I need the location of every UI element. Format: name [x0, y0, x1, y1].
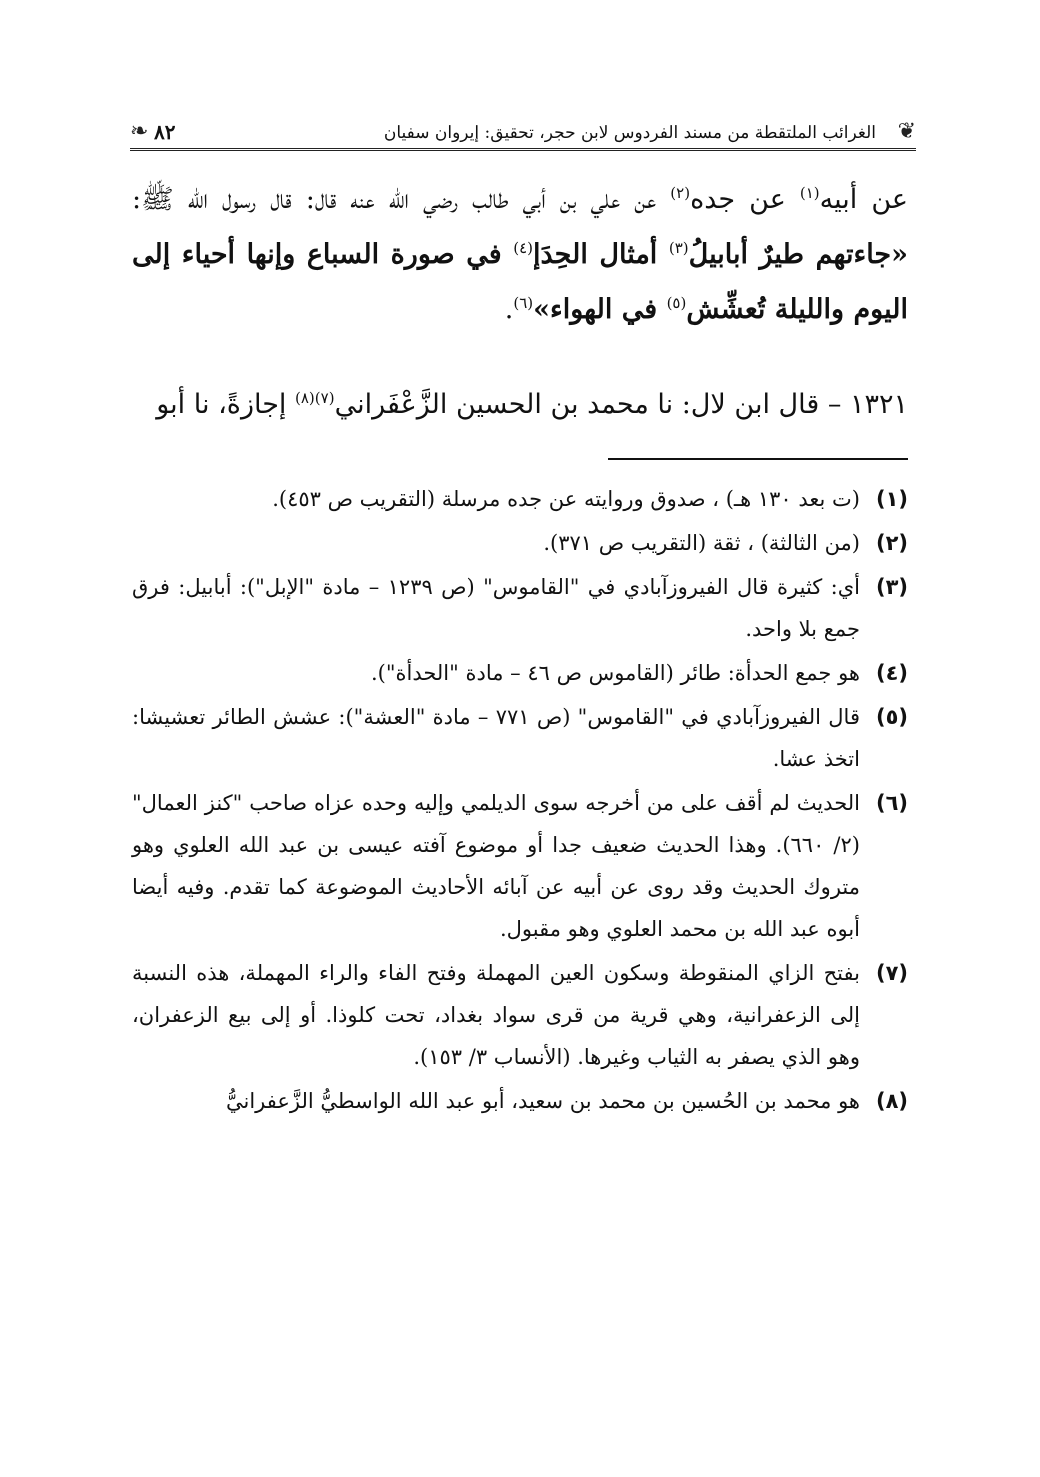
hadith-text: في الهواء»: [533, 294, 667, 325]
page-number: ٨٢: [154, 120, 176, 144]
text-run: عن جده: [690, 184, 800, 215]
footnote-number: (٤): [875, 661, 908, 685]
text-run: عن علي بن أبي طالب رضي الله عنه قال: قال رسول الله ﷺ:: [132, 184, 671, 215]
footnote: [132, 566, 908, 650]
text-run: عن أبيه: [819, 184, 908, 215]
footnotes: [132, 478, 908, 1124]
hadith-text: «جاءتهم طيرٌ أبابيلُ: [688, 239, 908, 270]
footnote-separator: [608, 458, 908, 460]
footnote: [132, 478, 908, 520]
footnote-number: (١): [875, 487, 908, 511]
running-title: الغرائب الملتقطة من مسند الفردوس لابن حجر، تحقيق: إيروان سفيان: [383, 123, 876, 143]
header-ornament-left-icon: ❧: [130, 119, 149, 144]
entry-1321: [132, 382, 908, 428]
footnote: [132, 696, 908, 780]
footnote-text: قال الفيروزآبادي في "القاموس" (ص ٧٧١ – مادة "العشة"): عشش الطائر تعشيشا: اتخذ عشا.: [132, 705, 860, 771]
footnote-text: هو محمد بن الحُسين بن محمد بن سعيد، أبو عبد الله الواسطيُّ الزَّعفرانيُّ: [225, 1089, 860, 1113]
hadith-text: أمثال الحِدَإ: [532, 239, 669, 270]
footnote-ref: (٧): [314, 389, 335, 407]
footnote-text: (من الثالثة) ، ثقة (التقريب ص ٣٧١).: [543, 531, 860, 555]
footnote: [132, 522, 908, 564]
running-header: [130, 118, 916, 148]
header-ornament-right-icon: ❦: [897, 119, 916, 144]
main-text: [132, 172, 908, 337]
footnote-number: (٨): [875, 1089, 908, 1113]
text-run: ١٣٢١ – قال ابن لال: نا محمد بن الحسين الزَّعْفَراني: [334, 389, 908, 420]
footnote-number: (٥): [875, 705, 908, 729]
footnote: [132, 1080, 908, 1122]
footnote-ref: (١): [799, 184, 820, 202]
hadith-text: في صورة السباع وإنها أحياء إلى اليوم والليلة تُعشِّش: [132, 239, 908, 325]
footnote-text: أي: كثيرة قال الفيروزآبادي في "القاموس" (ص ١٢٣٩ – مادة "الإبل"): أبابيل: فرق جمع بلا واحد.: [132, 575, 860, 641]
footnote-number: (٧): [875, 961, 908, 985]
footnote-ref: (٦): [513, 294, 534, 312]
text-run: إجازةً، نا أبو: [156, 389, 295, 420]
footnote-number: (٣): [875, 575, 908, 599]
text-run: .: [504, 294, 514, 325]
footnote-number: (٢): [875, 531, 908, 555]
footnote-text: الحديث لم أقف على من أخرجه سوى الديلمي وإليه وحده عزاه صاحب "كنز العمال" (٢/ ٦٦٠). وهذا الحديث ضعيف جدا أو موضوع آفته عيسى بن عبد الله العلوي وهو متروك الحديث وقد روى عن أبيه عن آبائه الأحاديث الموضوعة كما تقدم. وفيه أيضا أبوه عبد الله بن محمد العلوي وهو مقبول.: [132, 791, 860, 941]
footnote-ref: (٤): [513, 239, 533, 257]
footnote-text: بفتح الزاي المنقوطة وسكون العين المهملة وفتح الفاء والراء المهملة، هذه النسبة إلى الزعفرانية، وهي قرية من قرى سواد بغداد، تحت كلوذا. أو إلى بيع الزعفران، وهو الذي يصفر به الثياب وغيرها. (الأنساب ٣/ ١٥٣).: [132, 961, 860, 1069]
footnote-text: (ت بعد ١٣٠ هـ) ، صدوق وروايته عن جده مرسلة (التقريب ص ٤٥٣).: [272, 487, 860, 511]
footnote-number: (٦): [875, 791, 908, 815]
footnote: [132, 782, 908, 950]
footnote-text: هو جمع الحدأة: طائر (القاموس ص ٤٦ – مادة "الحدأة").: [370, 661, 860, 685]
hadith-paragraph: [132, 172, 908, 337]
footnote: [132, 652, 908, 694]
footnote: [132, 952, 908, 1078]
header-rule: [130, 148, 916, 151]
footnote-ref: (٢): [670, 184, 691, 202]
footnote-ref: (٣): [668, 239, 689, 257]
footnote-ref: (٥): [666, 294, 687, 312]
footnote-ref: (٨): [295, 389, 315, 407]
